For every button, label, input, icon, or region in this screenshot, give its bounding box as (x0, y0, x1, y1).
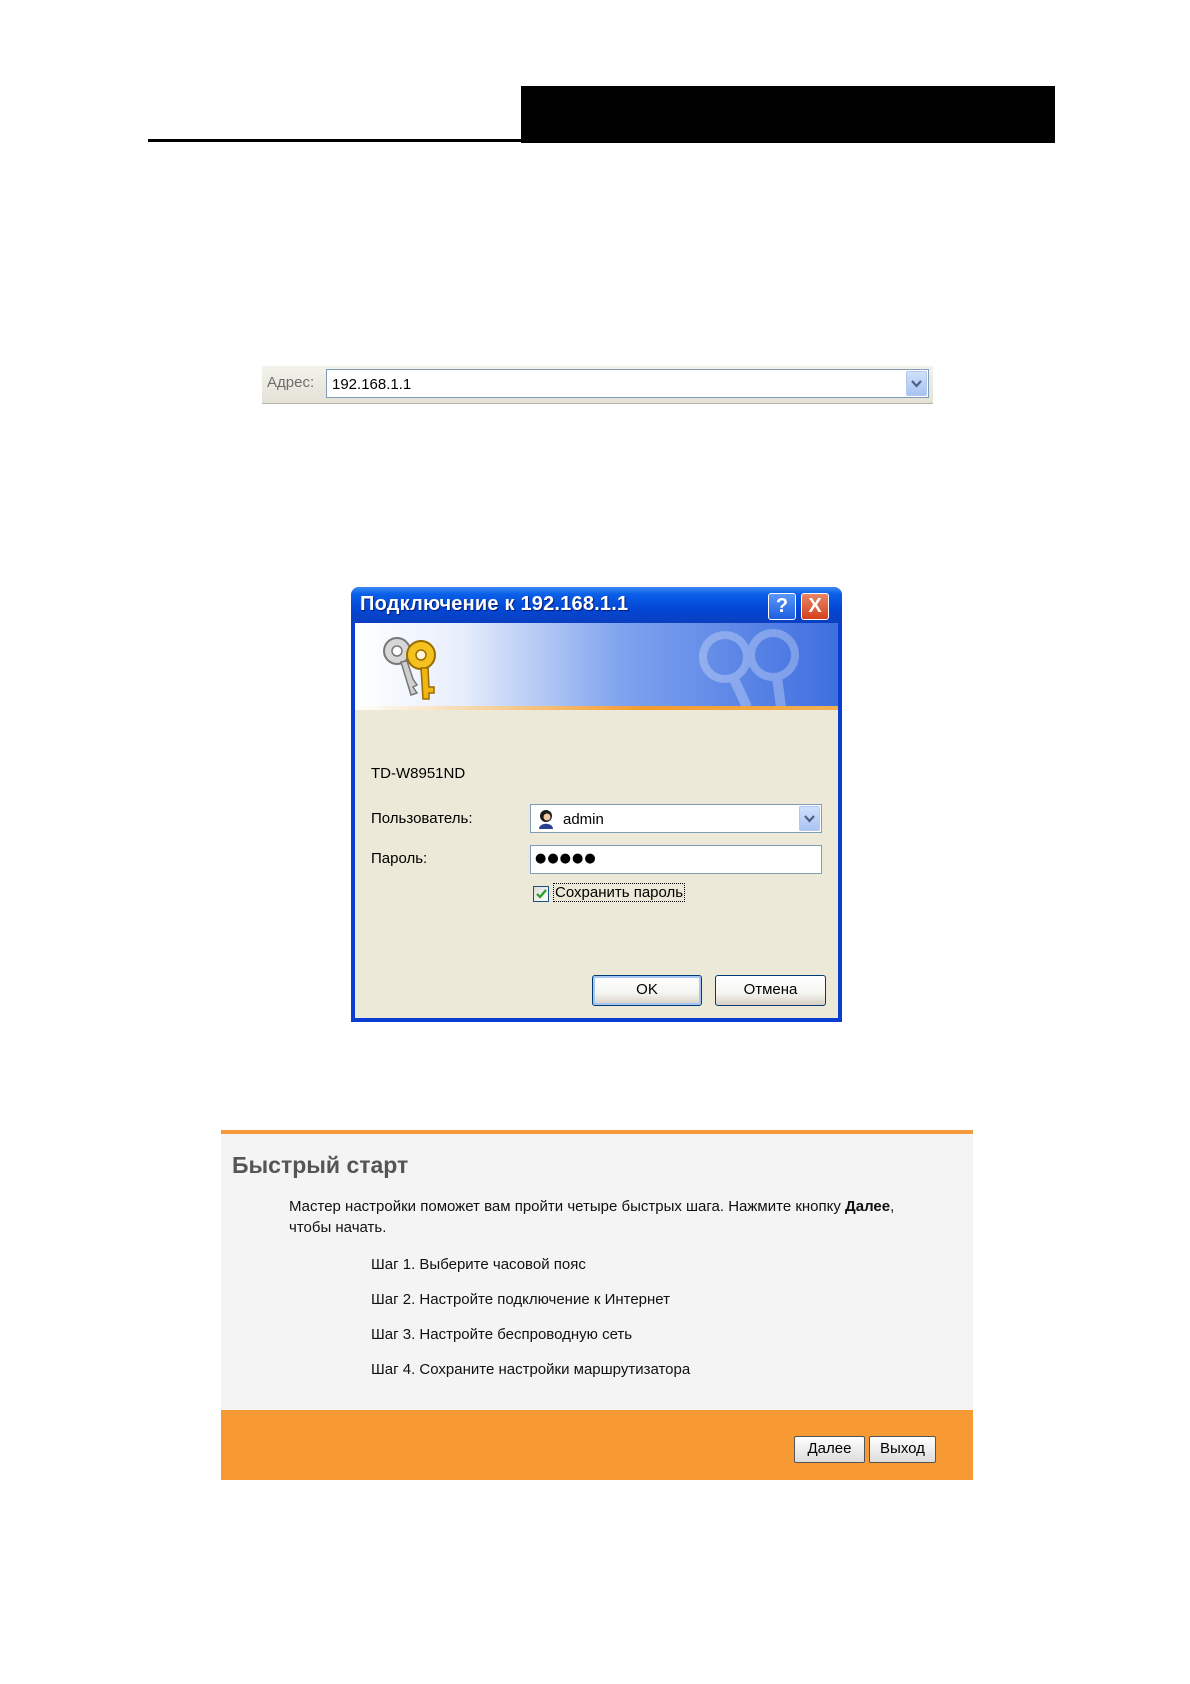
chevron-down-icon (911, 380, 922, 388)
user-dropdown-button[interactable] (799, 806, 820, 831)
ok-button[interactable]: OK (592, 975, 702, 1006)
banner-divider (355, 706, 838, 710)
login-dialog (351, 587, 842, 1022)
user-icon (537, 809, 555, 829)
dialog-titlebar[interactable] (351, 587, 842, 623)
exit-button[interactable]: Выход (869, 1436, 936, 1463)
address-bar (262, 366, 933, 404)
remember-password-checkbox[interactable] (533, 886, 549, 902)
next-button[interactable]: Далее (794, 1436, 865, 1463)
step-item: Шаг 3. Настройте беспроводную сеть (371, 1326, 633, 1343)
password-field[interactable] (530, 845, 822, 874)
checkmark-icon (536, 889, 547, 899)
address-dropdown-button[interactable] (906, 371, 927, 396)
quick-start-top-rule (221, 1130, 973, 1134)
keys-icon (377, 633, 449, 703)
user-combobox[interactable] (530, 804, 822, 833)
device-name: TD-W8951ND (371, 765, 466, 782)
help-button[interactable]: ? (768, 593, 796, 620)
close-button[interactable]: X (801, 593, 829, 620)
header-rule (148, 139, 521, 142)
step-item: Шаг 4. Сохраните настройки маршрутизатора (371, 1361, 691, 1378)
remember-password-label[interactable]: Сохранить пароль (555, 884, 684, 901)
cancel-button[interactable]: Отмена (715, 975, 826, 1006)
dialog-banner (355, 623, 838, 706)
password-value: ●●●●● (535, 851, 597, 866)
address-input[interactable] (326, 369, 929, 398)
quick-start-title: Быстрый старт (232, 1152, 409, 1178)
header-black-bar (521, 86, 1055, 143)
user-value: admin (563, 811, 604, 828)
keys-watermark-icon (685, 627, 815, 707)
dialog-title: Подключение к 192.168.1.1 (360, 593, 629, 615)
step-item: Шаг 2. Настройте подключение к Интернет (371, 1291, 671, 1308)
description-text-bold: Далее (845, 1198, 891, 1215)
address-value: 192.168.1.1 (332, 376, 412, 393)
quick-start-description (289, 1196, 929, 1238)
description-text-post: , чтобы начать. (289, 1198, 895, 1236)
description-text-pre: Мастер настройки поможет вам пройти четыре быстрых шага. Нажмите кнопку (289, 1198, 846, 1215)
quick-start-panel (221, 1130, 973, 1480)
chevron-down-icon (804, 815, 815, 823)
dialog-body (355, 623, 838, 1018)
address-label: Адрес: (267, 374, 315, 391)
password-label: Пароль: (371, 850, 428, 867)
user-label: Пользователь: (371, 810, 473, 827)
quick-start-footer (221, 1410, 973, 1480)
step-item: Шаг 1. Выберите часовой пояс (371, 1256, 586, 1273)
